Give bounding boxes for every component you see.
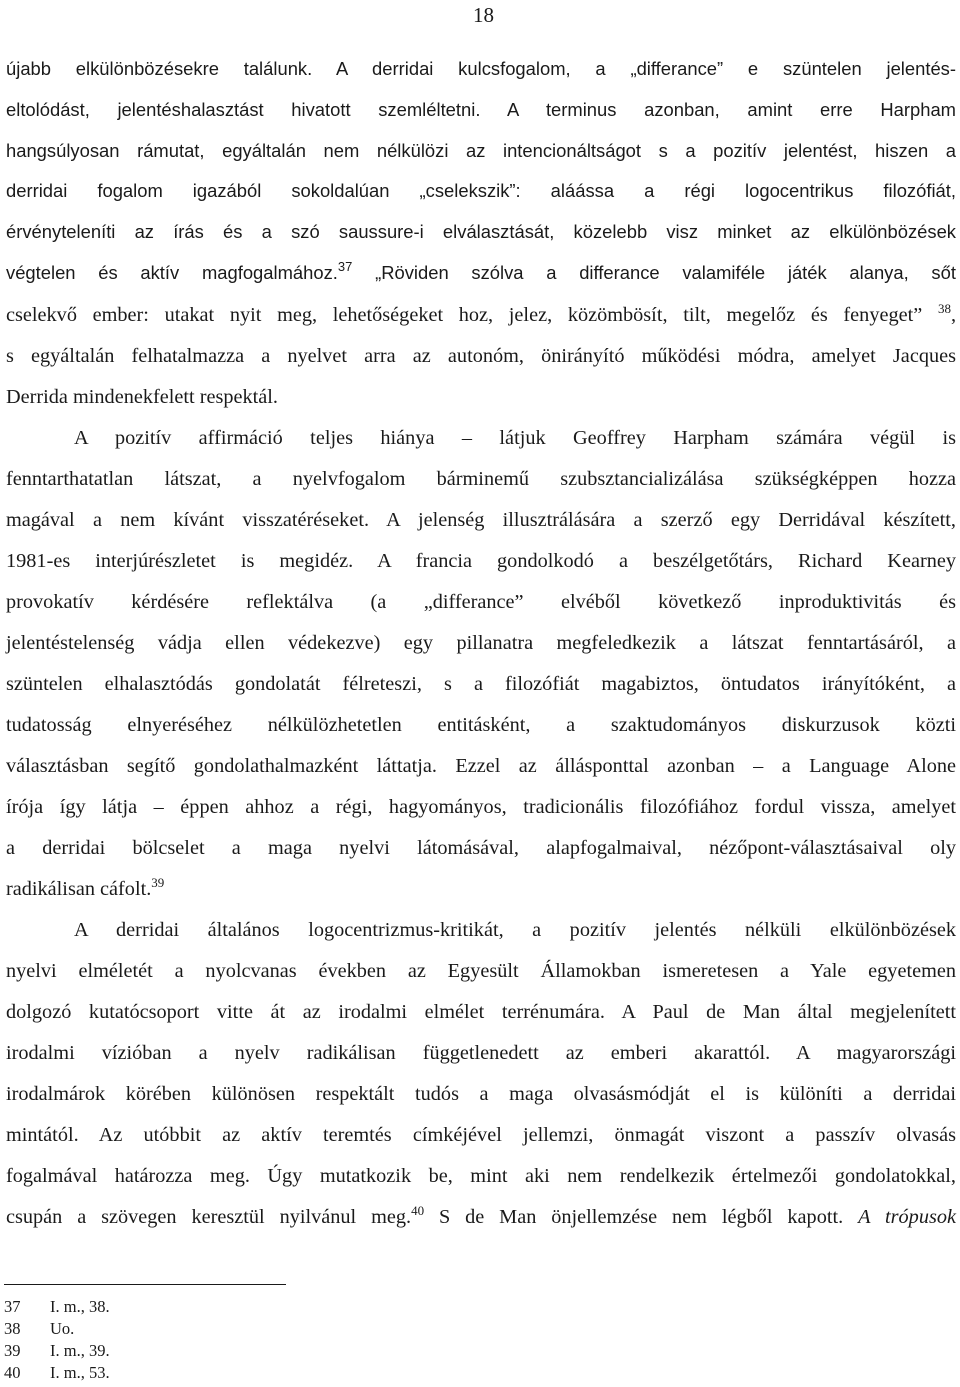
text-line [6, 260, 956, 286]
text-line: 1981-es interjúrészletet is megidéz. A francia gondolkodó a beszélgetőtárs, Richard Kearney [6, 550, 956, 572]
text-segment: „Röviden szólva a differance valamiféle játék alanya, sőt [375, 262, 956, 283]
text-segment-italic: A trópusok [858, 1206, 956, 1228]
text-line: Derrida mindenekfelett respektál. [6, 386, 278, 408]
text-line: A derridai általános logocentrizmus-kritikát, a pozitív jelentés nélküli elkülönbözések [74, 919, 956, 941]
text-line: mintától. Az utóbbit az aktív teremtés címkéjével jellemzi, önmagát viszont a passzív olvasás [6, 1124, 956, 1146]
text-line: s egyáltalán felhatalmazza a nyelvet arra az autonóm, önirányító működési módra, amelyet Jacques [6, 345, 956, 367]
text-line: fenntarthatatlan látszat, a nyelvfogalom bárminemű szubsztancializálása szükségképpen hozza [6, 468, 956, 490]
footnote-text: I. m., 39. [50, 1341, 110, 1360]
text-line: irodalmi vízióban a nyelv radikálisan függetlenedett az emberi akarattól. A magyarországi [6, 1042, 956, 1064]
footnote-ref[interactable]: 37 [337, 259, 353, 274]
text-line: fogalmával határozza meg. Úgy mutatkozik be, mint aki nem rendelkezik értelmezői gondolatokkal, [6, 1165, 956, 1187]
text-line: érvényteleníti az írás és a szó saussure-i elválasztását, közelebb visz minket az elkülönbözések [6, 221, 956, 242]
text-line: szüntelen elhalasztódás gondolatát félreteszi, s a filozófiát magabiztos, öntudatos irányítóként, a [6, 673, 956, 695]
text-line: dolgozó kutatócsoport vitte át az irodalmi elmélet terrénumára. A Paul de Man által megjelenített [6, 1001, 956, 1023]
text-line: nyelvi elméletét a nyolcvanas években az Egyesült Államokban ismeretesen a Yale egyetemen [6, 960, 956, 982]
footnote-separator [4, 1284, 286, 1285]
text-line: provokatív kérdésére reflektálva (a „differance” elvéből következő inproduktivitás és [6, 591, 956, 613]
text-line: derridai fogalom igazából sokoldalúan „cselekszik”: aláássa a régi logocentrikus filozófiát, [6, 180, 956, 201]
footnote [4, 1363, 110, 1383]
footnote-text: I. m., 38. [50, 1297, 110, 1316]
footnote [4, 1341, 110, 1361]
text-line [6, 876, 956, 902]
text-line: a derridai bölcselet a maga nyelvi látomásával, alapfogalmaival, nézőpont-választásaival oly [6, 837, 956, 859]
footnote-text: Uo. [50, 1319, 75, 1338]
footnote-ref[interactable]: 40 [411, 1203, 425, 1218]
text-line: irodalmárok körében különösen respektált tudós a maga olvasásmódját el is különíti a derridai [6, 1083, 956, 1105]
text-segment: csupán a szövegen keresztül nyilvánul meg. [6, 1206, 412, 1228]
text-line: A pozitív affirmáció teljes hiánya – látjuk Geoffrey Harpham számára végül is [74, 427, 956, 449]
text-line [6, 302, 956, 328]
text-line: írója így látja – éppen ahhoz a régi, hagyományos, tradicionális filozófiához fordul vissza, amelyet [6, 796, 956, 818]
text-line: újabb elkülönbözésekre találunk. A derridai kulcsfogalom, a „differance” e szüntelen jelentés- [6, 58, 956, 79]
footnote-number: 39 [4, 1341, 21, 1360]
text-line [6, 97, 956, 123]
page-number: 18 [473, 3, 494, 27]
text-segment: S de Man önjellemzése nem légből kapott. [438, 1206, 844, 1228]
text-line: tudatosság elnyeréséhez nélkülözhetetlen entitásként, a szaktudományos diskurzusok közti [6, 714, 956, 736]
footnote-number: 37 [4, 1297, 21, 1316]
footnote-number: 40 [4, 1363, 21, 1382]
footnote-ref[interactable]: 39 [151, 875, 165, 890]
text-segment: eltolódást, jelentéshalasztást hivatott szemléltetni. A terminus azonban, amint erre Harpham [6, 99, 956, 120]
footnote [4, 1297, 110, 1317]
text-segment: radikálisan cáfolt. [6, 878, 152, 900]
text-segment: cselekvő ember: utakat nyit meg, lehetőségeket hoz, jelez, közömbösít, tilt, megelőz és fenyeget” [6, 304, 923, 326]
footnote-number: 38 [4, 1319, 21, 1338]
text-line: választásban segítő gondolathalmazként láttatja. Ezzel az állásponttal azonban – a Language Alone [6, 755, 956, 777]
footnote-ref[interactable]: 38 [937, 301, 951, 316]
footnote [4, 1319, 74, 1339]
text-line [6, 1204, 956, 1230]
text-line: magával a nem kívánt visszatéréseket. A jelenség illusztrálására a szerző egy Derridával készített, [6, 509, 956, 531]
text-segment: , [950, 304, 957, 326]
text-line: hangsúlyosan rámutat, egyáltalán nem nélkülözi az intencionáltságot s a pozitív jelentést, hiszen a [6, 140, 956, 161]
footnote-text: I. m., 53. [50, 1363, 110, 1382]
text-segment: végtelen és aktív magfogalmához. [6, 262, 338, 283]
text-line: jelentéstelenség vádja ellen védekezve) egy pillanatra megfeledkezik a látszat fenntartásáról, a [6, 632, 956, 654]
